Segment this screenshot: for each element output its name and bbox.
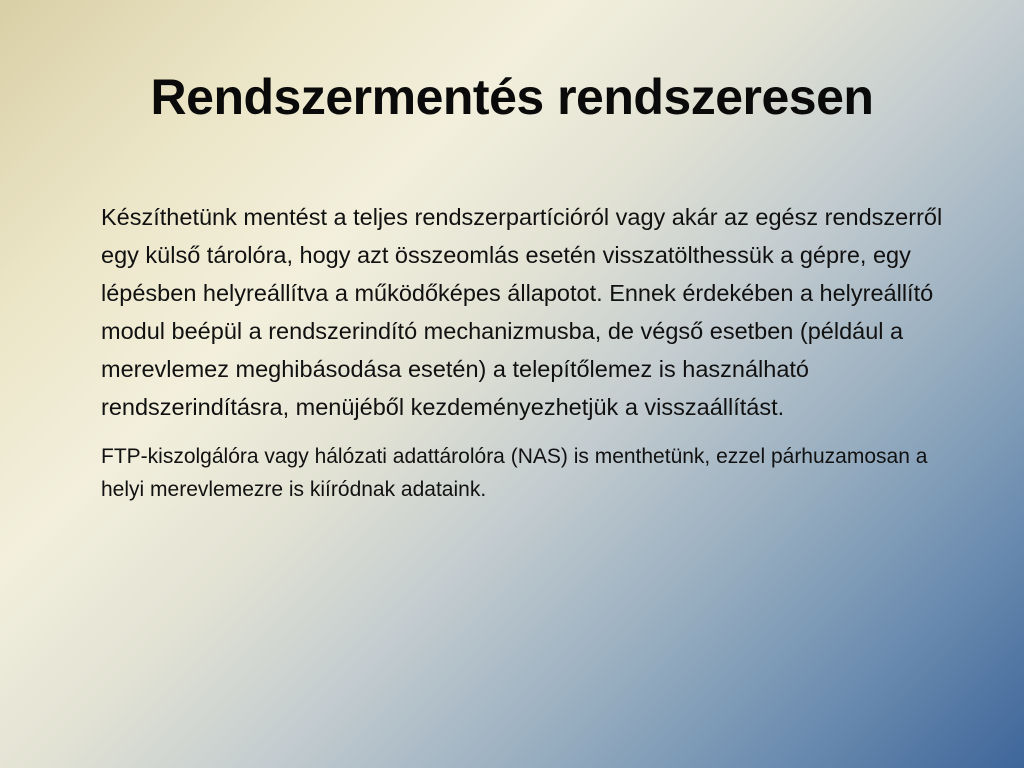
- body-paragraph-main: Készíthetünk mentést a teljes rendszerpartícióról vagy akár az egész rendszerről egy külső tárolóra, hogy azt összeomlás esetén visszatölthessük a gépre, egy lépésben helyreállítva a működőképes állapotot. Ennek érdekében a helyreállító modul beépül a rendszerindító mechanizmusba, de végső esetben (például a merevlemez meghibásodása esetén) a telepítőlemez is használható rendszerindításra, menüjéből kezdeményezhetjük a visszaállítást.: [101, 204, 943, 420]
- slide-body: [101, 198, 971, 506]
- body-paragraph-secondary: FTP-kiszolgálóra vagy hálózati adattárolóra (NAS) is menthetünk, ezzel párhuzamosan a helyi merevlemezre is kiíródnak adataink.: [101, 445, 928, 501]
- slide-title: Rendszermentés rendszeresen: [150, 69, 874, 125]
